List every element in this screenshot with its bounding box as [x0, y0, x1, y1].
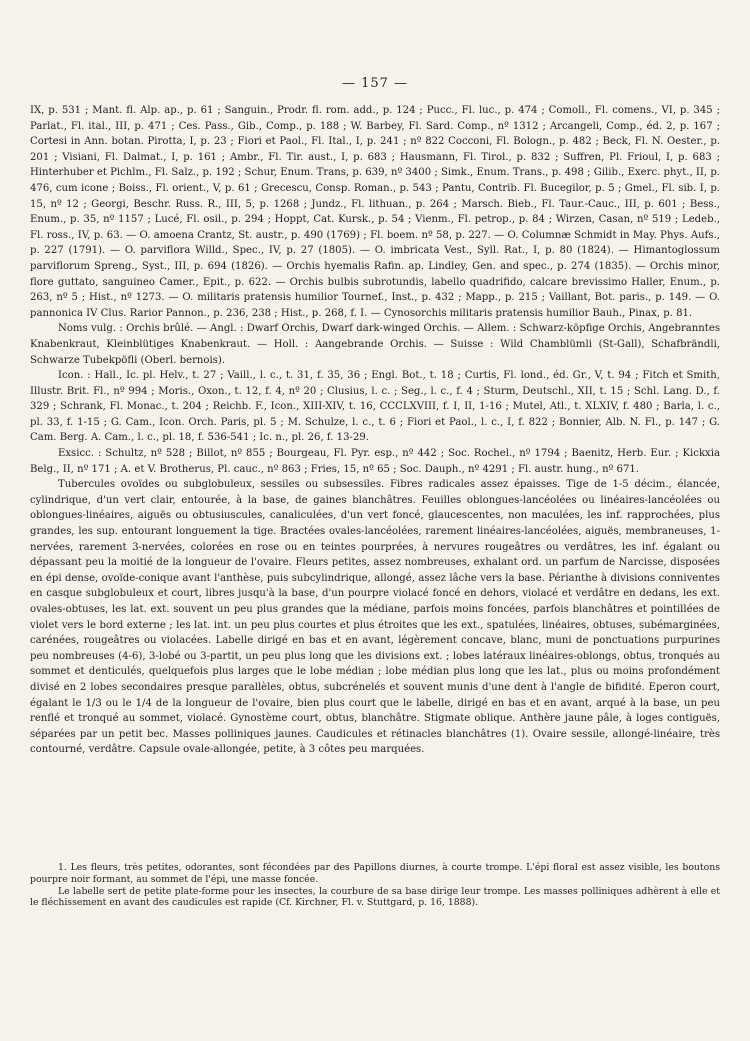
- footnote-1: 1. Les fleurs, très petites, odorantes, sont fécondées par des Papillons diurnes, à courte trompe. L'épi floral est assez visible, les boutons pourpre noir formant, au sommet de l'épi, une masse foncée.: [30, 862, 720, 885]
- description-paragraph: Tubercules ovoïdes ou subglobuleux, sessiles ou subsessiles. Fibres radicales assez épaisses. Tige de 1-5 décim., élancée, cylindrique, d'un vert clair, entourée, à la base, de gaines blanchâtres. Feuilles oblongues-lancéolées ou linéaires-lancéolées ou oblongues-linéaires, aiguës ou obtusiuscules, canaliculées, d'un vert foncé, glaucescentes, non maculées, les inf. rapprochées, plus grandes, les sup. entourant longuement la tige. Bractées ovales-lancéolées, rarement linéaires-lancéolées, aiguës, membraneuses, 1-nervées, rarement 3-nervées, colorées en rose ou en teintes pourprées, à nervures rougeâtres ou verdâtres, les inf. égalant ou dépassant peu la moitié de la longueur de l'ovaire. Fleurs petites, assez nombreuses, exhalant ord. un parfum de Narcisse, disposées en épi dense, ovoïde-conique avant l'anthèse, puis subcylindrique, allongé, assez lâche vers la base. Périanthe à divisions conniventes en casque subglobuleux et court, libres jusqu'à la base, d'un pourpre violacé foncé en dehors, violacé et verdâtre en dedans, les ext. ovales-obtuses, les lat. ext. souvent un peu plus grandes que la médiane, parfois moins foncées, parfois blanchâtres et pointillées de violet vers le bord externe ; les lat. int. un peu plus courtes et plus étroites que les ext., spatulées, linéaires, obtuses, subémarginées, carénées, rougeâtres ou violacées. Labelle dirigé en bas et en avant, légèrement concave, blanc, muni de ponctuations purpurines peu nombreuses (4-6), 3-lobé ou 3-partit, un peu plus long que les divisions ext. ; lobes latéraux linéaires-oblongs, obtus, tronqués au sommet et denticulés, quelquefois plus larges que le lobe médian ; lobe médian plus long que les lat., plus ou moins profondément divisé en 2 lobes secondaires presque parallèles, obtus, subcrénelés et souvent munis d'une dent à l'angle de bifidité. Eperon court, égalant le 1/3 ou le 1/4 de la longueur de l'ovaire, bien plus court que le labelle, dirigé en bas et en avant, arqué à la base, un peu renflé et tronqué au sommet, violacé. Gynostème court, obtus, blanchâtre. Stigmate oblique. Anthère jaune pâle, à loges contiguës, séparées par un petit bec. Masses polliniques jaunes. Caudicules et rétinacles blanchâtres (1). Ovaire sessile, allongé-linéaire, très contourné, verdâtre. Capsule ovale-allongée, petite, à 3 côtes peu marquées.: [30, 479, 720, 756]
- main-text: [30, 103, 720, 758]
- exsiccata-paragraph: Exsicc. : Schultz, nº 528 ; Billot, nº 855 ; Bourgeau, Fl. Pyr. esp., nº 442 ; Soc. Rochel., nº 1794 ; Baenitz, Herb. Eur. ; Kickxia Belg., II, nº 171 ; A. et V. Brotherus, Pl. cauc., nº 863 ; Fries, 15, nº 65 ; Soc. Dauph., nº 4291 ; Fl. austr. hung., nº 671.: [30, 448, 720, 475]
- synonymy-paragraph: IX, p. 531 ; Mant. fl. Alp. ap., p. 61 ; Sanguin., Prodr. fl. rom. add., p. 124 ; Pucc., Fl. luc., p. 474 ; Comoll., Fl. comens., VI, p. 345 ; Parlat., Fl. ital., III, p. 471 ; Ces. Pass., Gib., Comp., p. 188 ; W. Barbey, Fl. Sard. Comp., nº 1312 ; Arcangeli, Comp., éd. 2, p. 167 ; Cortesi in Ann. botan. Pirotta, I, p. 23 ; Fiori et Paol., Fl. Ital., I, p. 241 ; nº 822 Cocconi, Fl. Bologn., p. 482 ; Beck, Fl. N. Oester., p. 201 ; Visiani, Fl. Dalmat., I, p. 161 ; Ambr., Fl. Tir. aust., I, p. 683 ; Hausmann, Fl. Tirol., p. 832 ; Suffren, Pl. Frioul, I, p. 683 ; Hinterhuber et Pichlm., Fl. Salz., p. 192 ; Schur, Enum. Trans, p. 639, nº 3400 ; Simk., Enum. Trans., p. 498 ; Gilib., Exerc. phyt., II, p. 476, cum icone ; Boiss., Fl. orient., V, p. 61 ; Grecescu, Consp. Roman., p. 543 ; Pantu, Contrib. Fl. Bucegilor, p. 5 ; Gmel., Fl. sib. I, p. 15, nº 12 ; Georgi, Beschr. Russ. R., III, 5, p. 1268 ; Jundz., Fl. lithuan., p. 264 ; Marsch. Bieb., Fl. Taur.-Cauc., III, p. 601 ; Bess., Enum., p. 35, nº 1157 ; Lucé, Fl. osil., p. 294 ; Hoppt, Cat. Kursk., p. 54 ; Vienm., Fl. petrop., p. 84 ; Wirzen, Casan, nº 519 ; Ledeb., Fl. ross., IV, p. 63. — O. amoena Crantz, St. austr., p. 490 (1769) ; Fl. boem. nº 58, p. 227. — O. Columnæ Schmidt in May. Phys. Aufs., p. 227 (1791). — O. parviflora Willd., Spec., IV, p. 27 (1805). — O. imbricata Vest., Syll. Rat., I, p. 80 (1824). — Himantoglossum parviflorum Spreng., Syst., III, p. 694 (1826). — Orchis hyemalis Rafin. ap. Lindley, Gen. and spec., p. 274 (1835). — Orchis minor, flore guttato, sanguineo Camer., Epit., p. 622. — Orchis bulbis subrotundis, labello quadrifido, calcare brevissimo Haller, Enum., p. 263, nº 5 ; Hist., nº 1273. — O. militaris pratensis humilior Tournef., Inst., p. 432 ; Mapp., p. 215 ; Vaillant, Bot. paris., p. 149. — O. pannonica IV Clus. Rarior Pannon., p. 236, 238 ; Hist., p. 268, f. I. — Cynosorchis militaris pratensis humilior Bauh., Pinax, p. 81.: [30, 105, 720, 319]
- footnote-1-continued: Le labelle sert de petite plate-forme pour les insectes, la courbure de sa base dirige leur trompe. Les masses polliniques adhèrent à elle et le fléchissement en avant des caudicules est rapide (Cf. Kirchner, Fl. v. Stuttgard, p. 16, 1888).: [30, 885, 720, 909]
- page-number: — 157 —: [341, 76, 409, 91]
- icones-paragraph: Icon. : Hall., Ic. pl. Helv., t. 27 ; Vaill., l. c., t. 31, f. 35, 36 ; Engl. Bot., t. 18 ; Curtis, Fl. lond., éd. Gr., V, t. 94 ; Fitch et Smith, Illustr. Brit. Fl., nº 994 ; Moris., Oxon., t. 12, f. 4, nº 20 ; Clusius, l. c. ; Seg., l. c., f. 4 ; Sturm, Deutschl., XII, t. 15 ; Schl. Lang. D., f. 329 ; Schrank, Fl. Monac., t. 204 ; Reichb. F., Icon., XIII-XIV, t. 16, CCCLXVIII, f. I, II, 1-16 ; Mutel, Atl., t. XLXIV, f. 480 ; Barla, l. c., pl. 33, f. 1-15 ; G. Cam., Icon. Orch. Paris, pl. 5 ; M. Schulze, l. c., t. 6 ; Fiori et Paol., l. c., I, f. 822 ; Bonnier, Alb. N. Fl., p. 147 ; G. Cam. Berg. A. Cam., l. c., pl. 18, f. 536-541 ; Ic. n., pl. 26, f. 13-29.: [30, 370, 720, 444]
- vernacular-names-paragraph: Noms vulg. : Orchis brûlé. — Angl. : Dwarf Orchis, Dwarf dark-winged Orchis. — Allem. : Schwarz-köpfige Orchis, Angebranntes Knabenkraut, Kleinblütiges Knabenkraut. — Holl. : Aangebrande Orchis. — Suisse : Wild Chamblümli (St-Gall), Schafbrändli, Schwarze Tubekpöfli (Oberl. bernois).: [30, 323, 720, 366]
- footnotes: [30, 862, 720, 909]
